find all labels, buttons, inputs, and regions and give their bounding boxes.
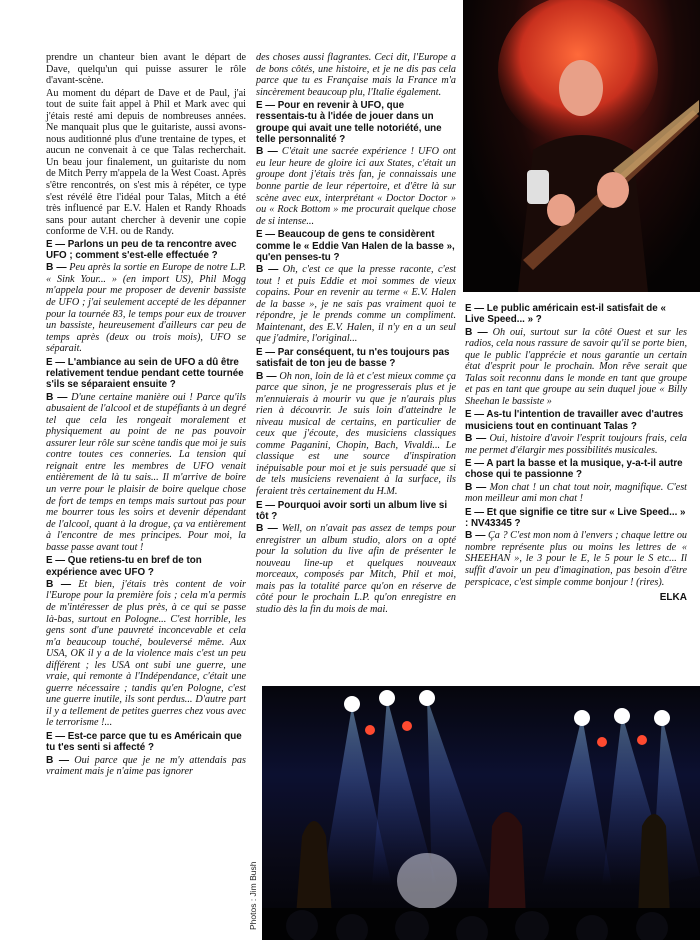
interview-question: E — Que retiens-tu en bref de ton expérience avec UFO ? <box>46 555 202 578</box>
interview-answer: B — Oh non, loin de là et c'est mieux comme ça parce que sinon, je ne progresserais plus et je m'ennuierais à mourir vu que je n'aurais plus rien à découvrir. Je suis loin d'atteindre le niveau musical de certains, en particulier de ceux que j'écoute, des musiciens classiques comme Paganini, Chopin, Bach, Vivaldi... Le classique est une source d'inspiration inépuisable pour moi et je suis persuadé que si de tels musiciens revenaient à la surface, ils feraient très certainement du H.M. <box>256 370 457 497</box>
interview-answer: B — D'une certaine manière oui ! Parce qu'ils abusaient de l'alcool et de stupéfiants à un degré tel que cela les rongeait moralement et physiquement au point de ne pas pouvoir assurer leur rôle sur scène tandis que moi je suis contre toutes ces conneries. La tension qui reignait entre les membres de UFO venait entièrement de là tu sais... Il m'arrive de boire un verre pour le plaisir de boire quelque chose de fort de temps en temps mais surtout pas pour me bourrer tous les soirs et devenir dépendant de l'alcool, quant à la drogue, ça va entièrement à l'encontre de mes principes. Pour moi, la basse passe avant tout ! <box>46 391 247 553</box>
interview-answer: B — Oh, c'est ce que la presse raconte, c'est tout ! et puis Eddie et moi sommes de vieux copains. Pour en revenir au terme « E.V. Halen de la basse », je ne sais pas vraiment quoi te répondre, je le prends comme un compliment. Maintenant, des E.V. Halen, il n'y en a un seul que j'admire, l'original... <box>256 264 457 345</box>
interview-answer: B — C'était une sacrée expérience ! UFO ont eu leur heure de gloire ici aux States, c'était un groupe dont j'étais très fan, je connaissais une bonne partie de leur répertoire, et d'être là sur scène avec eux, interprétant « Doctor Doctor » ou « Rock Bottom » me procurait quelque chose de si intense... <box>256 146 457 227</box>
interview-question: E — Le public américain est-il satisfait de « Live Speed... » ? <box>465 303 666 326</box>
interview-question: E — Beaucoup de gens te considèrent comme le « Eddie Van Halen de la basse », qu'en penses-tu ? <box>256 229 455 263</box>
interview-answer: B — Well, on n'avait pas assez de temps pour enregistrer un album studio, alors on a opté pour la solution du live afin de présenter le nouveau line-up et quelques nouveaux morceaux, composés par Mitch, Phil et moi, mais pas la totalité parce qu'on en réserve de côté pour le prochain L.P. qu'on enregistre en studio dès la fin du mois de mai. <box>256 523 457 615</box>
author-signature: ELKA <box>659 592 687 604</box>
interview-question: E — Parlons un peu de ta rencontre avec UFO ; comment s'est-elle effectuée ? <box>46 238 237 262</box>
article-column-1 <box>46 52 246 780</box>
interview-answer: B — Peu après la sortie en Europe de notre L.P. « Sink Your... » (en import US), Phil Mogg m'appela pour me proposer de devenir bassiste de UFO ; j'ai seulement accepté de les dépanner pour la tournée 83, le temps pour eux de trouver un bassiste, heureusement d'ailleurs car peu de temps après (deux ou trois mois), UFO se séparait. <box>46 262 247 355</box>
interview-answer: B — Ça ? C'est mon nom à l'envers ; chaque lettre ou nombre représente plus ou moins les lettres de « SHEEHAN », le 3 pour le E, le 5 pour le S etc... Il suffit d'avoir un peu d'imagination, pas besoin d'être perspicace, c'est simple comme bonjour ! (rires). <box>465 530 688 588</box>
interview-question: E — A part la basse et la musique, y-a-t-il autre chose qui te passionne ? <box>465 458 683 481</box>
interview-question: E — Est-ce parce que tu es Américain que tu t'es senti si affecté ? <box>46 730 242 754</box>
interview-answer: B — Oui parce que je ne m'y attendais pas vraiment mais je n'aime pas ignorer <box>46 754 246 778</box>
interview-question: E — As-tu l'intention de travailler avec d'autres musiciens tout en continuant Talas ? <box>465 409 684 432</box>
interview-answer: B — Oh oui, surtout sur la côté Ouest et sur les radios, cela nous rassure de savoir qu'il se porte bien, que le public l'apprécie et nous garantie un certain état d'esprit pour le prochain. Mon rêve serait que Talas soit reconnu dans le monde en tant que groupe et pas en tant que groupe au sein duquel joue « Billy Sheehan le bassiste » <box>465 326 688 407</box>
intro-paragraph: prendre un chanteur bien avant le départ de Dave, quelqu'un qui puisse assurer le rôle d'avant-scène. <box>46 52 246 87</box>
bassist-photo <box>463 0 700 292</box>
photo-credit: Photos : Jim Bush <box>248 861 258 930</box>
interview-question: E — Pour en revenir à UFO, que ressentais-tu à l'idée de jouer dans un groupe qui avait une telle notoriété, une telle personnalité ? <box>256 100 442 146</box>
answer-continuation: des choses aussi flagrantes. Ceci dit, l'Europe a de bons côtés, une histoire, et je ne dis pas cela parce que tu es Française mais la France m'a sincèrement beaucoup plu, l'Italie également. <box>256 52 456 98</box>
stage-illustration <box>262 686 700 940</box>
article-column-2 <box>256 52 456 618</box>
interview-question: E — Et que signifie ce titre sur « Live Speed... » : NV43345 ? <box>465 506 686 530</box>
bassist-illustration <box>463 0 700 292</box>
interview-question: E — L'ambiance au sein de UFO a dû être relativement tendue pendant cette tournée s'ils se séparaient ensuite ? <box>46 356 244 391</box>
interview-question: E — Par conséquent, tu n'es toujours pas satisfait de ton jeu de basse ? <box>256 346 450 370</box>
interview-answer: B — Et bien, j'étais très content de voir l'Europe pour la première fois ; cela m'a permis de m'intéresser de plus près, à ce qui se passe là-bas, surtout en Pologne... C'est horrible, les gens sont d'une pauvreté inconcevable et cela m'a beaucoup touché, bouleversé même. Aux USA, OK il y a de la violence mais c'est un peu différent ; les USA ont subi une guerre, une vraie, qui remonte à l'Indépendance, c'était une guerre nécessaire ; tandis qu'en Pologne, c'est une guerre inutile, ils sont perdus... D'autre part il y a tellement de petites guerres chez vous avec le terrorisme !... <box>46 578 246 729</box>
interview-answer: B — Oui, histoire d'avoir l'esprit toujours frais, cela me permet d'élargir mes possibilités musicales. <box>465 433 688 456</box>
intro-paragraph: Au moment du départ de Dave et de Paul, j'ai tout de suite fait appel à Phil et Mark avec qui j'étais resté ami depuis de nombreuses années. Ne manquait plus que le guitariste, aussi avons-nous auditionné plus d'une trentaine de types, et aucun ne convenait à ce que Talas recherchait. Un beau jour finalement, un guitariste du nom de Mitch Perry m'appela de la West Coast. Après s'être rencontrés, on s'est mis à répéter, ce type s'est révélé être l'idéal pour Talas, Mitch a été très influencé par E.V. Halen et Randy Rhoads sans pour autant chercher à devenir une copie conforme de V.H. ou de Randy. <box>46 87 246 238</box>
concert-photo <box>262 686 700 940</box>
interview-answer: B — Mon chat ! un chat tout noir, magnifique. C'est mon meilleur ami mon chat ! <box>465 481 687 505</box>
interview-question: E — Pourquoi avoir sorti un album live si tôt ? <box>256 499 448 522</box>
article-column-3 <box>465 302 687 604</box>
